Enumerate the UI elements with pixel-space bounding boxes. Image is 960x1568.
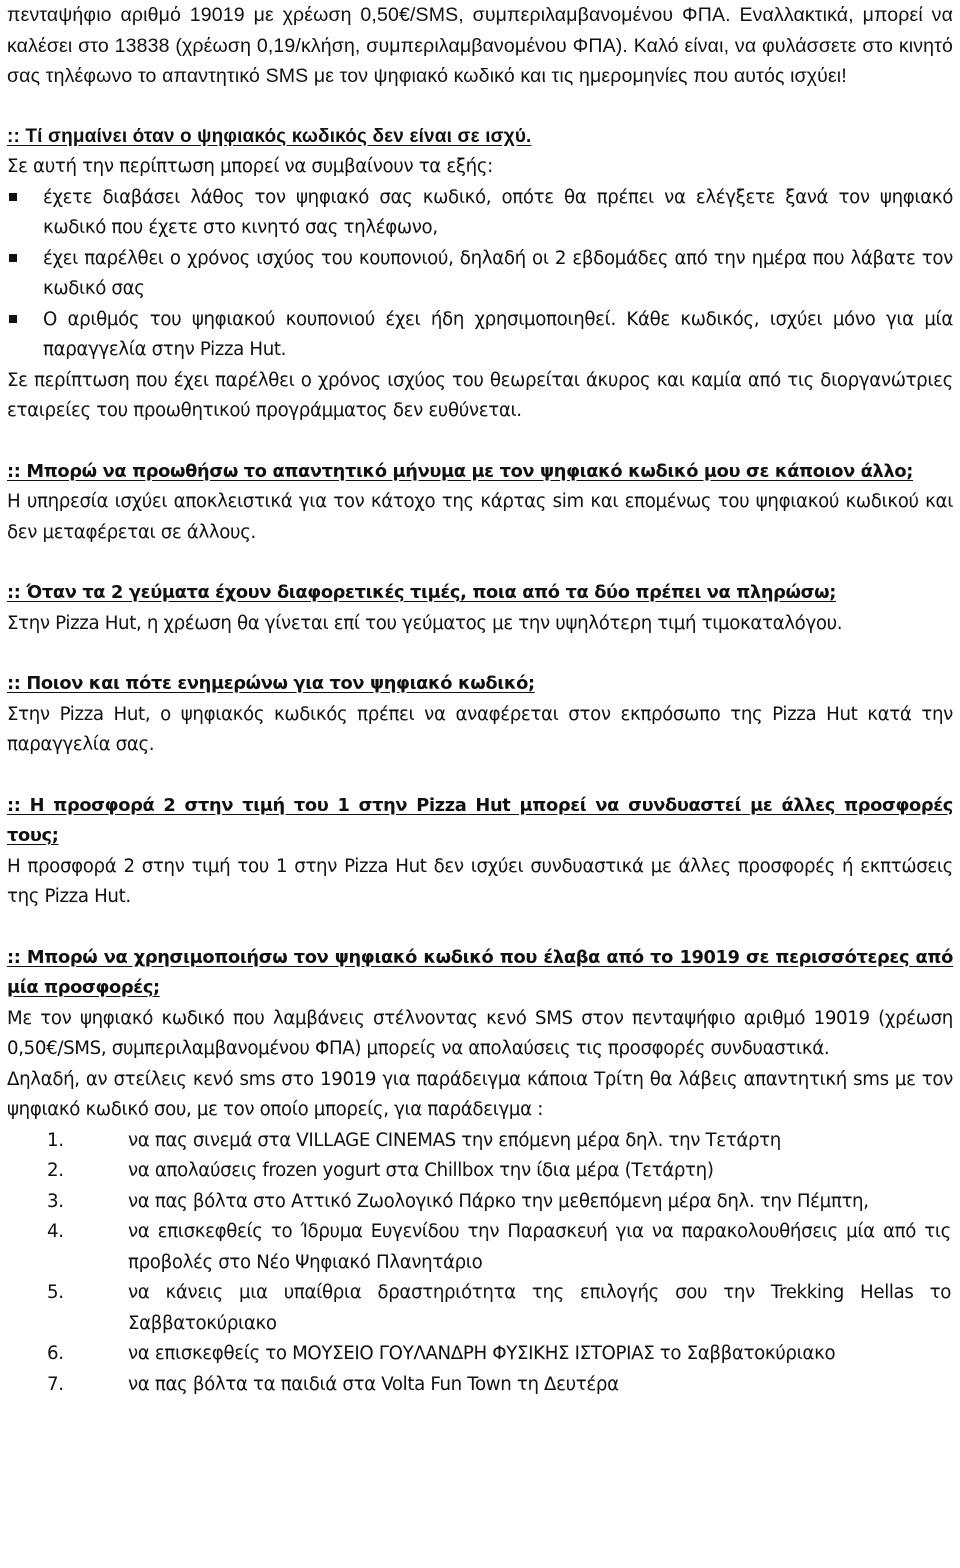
faq-answer: Η προσφορά 2 στην τιμή του 1 στην Pizza Hut δεν ισχύει συνδυαστικά με άλλες προσφορές ή εκπτώσεις της Pizza Hut. bbox=[7, 855, 953, 907]
list-item-number: 2. bbox=[47, 1160, 64, 1181]
faq-section-combine-offers bbox=[7, 791, 953, 913]
faq-section-multiple-offers bbox=[7, 943, 953, 1401]
spacer bbox=[7, 639, 953, 669]
list-item-text: Ο αριθμός του ψηφιακού κουπονιού έχει ήδη χρησιμοποιηθεί. Κάθε κωδικός, ισχύει μόνο για μία παραγγελία στην Pizza Hut. bbox=[43, 308, 953, 360]
list-item bbox=[7, 305, 953, 366]
list-item-number: 5. bbox=[47, 1282, 64, 1303]
list-item bbox=[7, 1126, 953, 1157]
faq-answer: Η υπηρεσία ισχύει αποκλειστικά για τον κάτοχο της κάρτας sim και επομένως του ψηφιακού κωδικού και δεν μεταφέρεται σε άλλους. bbox=[7, 491, 953, 543]
list-item-text: να πας σινεμά στα VILLAGE CINEMAS την επόμενη μέρα δηλ. την Τετάρτη bbox=[128, 1129, 781, 1151]
list-item-text: να κάνεις μια υπαίθρια δραστηριότητα της επιλογής σου την Trekking Hellas το Σαββατοκύριακο bbox=[128, 1282, 951, 1334]
square-bullet-icon bbox=[9, 254, 17, 262]
list-item-text: να επισκεφθείς το Ίδρυμα Ευγενίδου την Παρασκευή για να παρακολουθήσεις μία από τις προβολές στο Νέο Ψηφιακό Πλανητάριο bbox=[128, 1221, 951, 1273]
faq-section-different-prices bbox=[7, 578, 953, 639]
list-item-number: 6. bbox=[47, 1343, 64, 1364]
list-item bbox=[7, 1278, 953, 1339]
spacer bbox=[7, 92, 953, 122]
example-steps-list bbox=[7, 1126, 953, 1401]
faq-section-notify-code bbox=[7, 669, 953, 761]
spacer bbox=[7, 548, 953, 578]
list-item-number: 3. bbox=[47, 1190, 64, 1212]
list-item bbox=[7, 1370, 953, 1401]
faq-question-heading: :: Ποιον και πότε ενημερώνω για τον ψηφιακό κωδικό; bbox=[7, 673, 535, 694]
faq-question-heading: :: Η προσφορά 2 στην τιμή του 1 στην Pizza Hut μπορεί να συνδυαστεί με άλλες προσφορές τους; bbox=[7, 794, 953, 846]
spacer bbox=[7, 427, 953, 457]
list-item bbox=[7, 1156, 953, 1187]
faq-answer-closing: Σε περίπτωση που έχει παρέλθει ο χρόνος ισχύος του θεωρείται άκυρος και καμία από τις διοργανώτριες εταιρείες του προωθητικού προγράμματος δεν ευθύνεται. bbox=[7, 369, 953, 421]
list-item-text: να επισκεφθείς το ΜΟΥΣΕΙΟ ΓΟΥΛΑΝΔΡΗ ΦΥΣΙΚΗΣ ΙΣΤΟΡΙΑΣ το Σαββατοκύριακο bbox=[128, 1343, 836, 1364]
reasons-list bbox=[7, 183, 953, 366]
list-item-number: 4. bbox=[47, 1221, 64, 1242]
intro-paragraph: πενταψήφιο αριθμό 19019 με χρέωση 0,50€/SMS, συμπεριλαμβανομένου ΦΠΑ. Εναλλακτικά, μπορεί να καλέσει στο 13838 (χρέωση 0,19/κλήση, συμπεριλαμβανομένου ΦΠΑ). Καλό είναι, να φυλάσσετε στο κινητό σας τηλέφωνο το απαντητικό SMS με τον ψηφιακό κωδικό και τις ημερομηνίες που αυτός ισχύει! bbox=[7, 4, 953, 87]
faq-question-heading: :: Μπορώ να χρησιμοποιήσω τον ψηφιακό κωδικό που έλαβα από το 19019 σε περισσότερες από μία προσφορές; bbox=[7, 946, 953, 998]
faq-answer: Στην Pizza Hut, η χρέωση θα γίνεται επί του γεύματος με την υψηλότερη τιμή τιμοκαταλόγου. bbox=[7, 612, 843, 634]
faq-question-heading: :: Μπορώ να προωθήσω το απαντητικό μήνυμα με τον ψηφιακό κωδικό μου σε κάποιον άλλο; bbox=[7, 460, 913, 482]
square-bullet-icon bbox=[9, 193, 17, 201]
square-bullet-icon bbox=[9, 315, 17, 323]
list-item bbox=[7, 1187, 953, 1218]
spacer bbox=[7, 913, 953, 943]
faq-question-heading: :: Τί σημαίνει όταν ο ψηφιακός κωδικός δεν είναι σε ισχύ. bbox=[7, 125, 532, 147]
faq-answer: Στην Pizza Hut, ο ψηφιακός κωδικός πρέπει να αναφέρεται στον εκπρόσωπο της Pizza Hut κατά την παραγγελία σας. bbox=[7, 703, 953, 755]
faq-section-forward-code bbox=[7, 457, 953, 549]
list-item-text: έχετε διαβάσει λάθος τον ψηφιακό σας κωδικό, οπότε θα πρέπει να ελέγξετε ξανά τον ψηφιακό κωδικό που έχετε στο κινητό σας τηλέφωνο, bbox=[43, 186, 953, 238]
list-item-text: να απολαύσεις frozen yogurt στα Chillbox την ίδια μέρα (Τετάρτη) bbox=[128, 1160, 714, 1181]
faq-answer: Με τον ψηφιακό κωδικό που λαμβάνεις στέλνοντας κενό SMS στον πενταψήφιο αριθμό 19019 (χρέωση 0,50€/SMS, συμπεριλαμβανομένου ΦΠΑ) μπορείς να απολαύσεις τις προσφορές συνδυαστικά. bbox=[7, 1007, 953, 1059]
faq-example: Δηλαδή, αν στείλεις κενό sms στο 19019 για παράδειγμα κάποια Τρίτη θα λάβεις απαντητική sms με τον ψηφιακό κωδικό σου, με τον οποίο μπορείς, για παράδειγμα : bbox=[7, 1068, 953, 1120]
faq-section-code-invalid bbox=[7, 122, 953, 427]
list-item bbox=[7, 244, 953, 305]
list-item bbox=[7, 1217, 953, 1278]
list-item-text: έχει παρέλθει ο χρόνος ισχύος του κουπονιού, δηλαδή οι 2 εβδομάδες από την ημέρα που λάβατε τον κωδικό σας bbox=[43, 247, 953, 299]
list-item-text: να πας βόλτα τα παιδιά στα Volta Fun Town τη Δευτέρα bbox=[128, 1373, 619, 1395]
faq-answer-lead: Σε αυτή την περίπτωση μπορεί να συμβαίνουν τα εξής: bbox=[7, 156, 493, 177]
list-item-number: 1. bbox=[47, 1129, 64, 1151]
list-item bbox=[7, 183, 953, 244]
list-item-number: 7. bbox=[47, 1373, 64, 1395]
list-item-text: να πας βόλτα στο Αττικό Ζωολογικό Πάρκο την μεθεπόμενη μέρα δηλ. την Πέμπτη, bbox=[128, 1190, 869, 1212]
faq-question-heading: :: Όταν τα 2 γεύματα έχουν διαφορετικές τιμές, ποια από τα δύο πρέπει να πληρώσω; bbox=[7, 582, 836, 603]
list-item bbox=[7, 1339, 953, 1370]
spacer bbox=[7, 761, 953, 791]
